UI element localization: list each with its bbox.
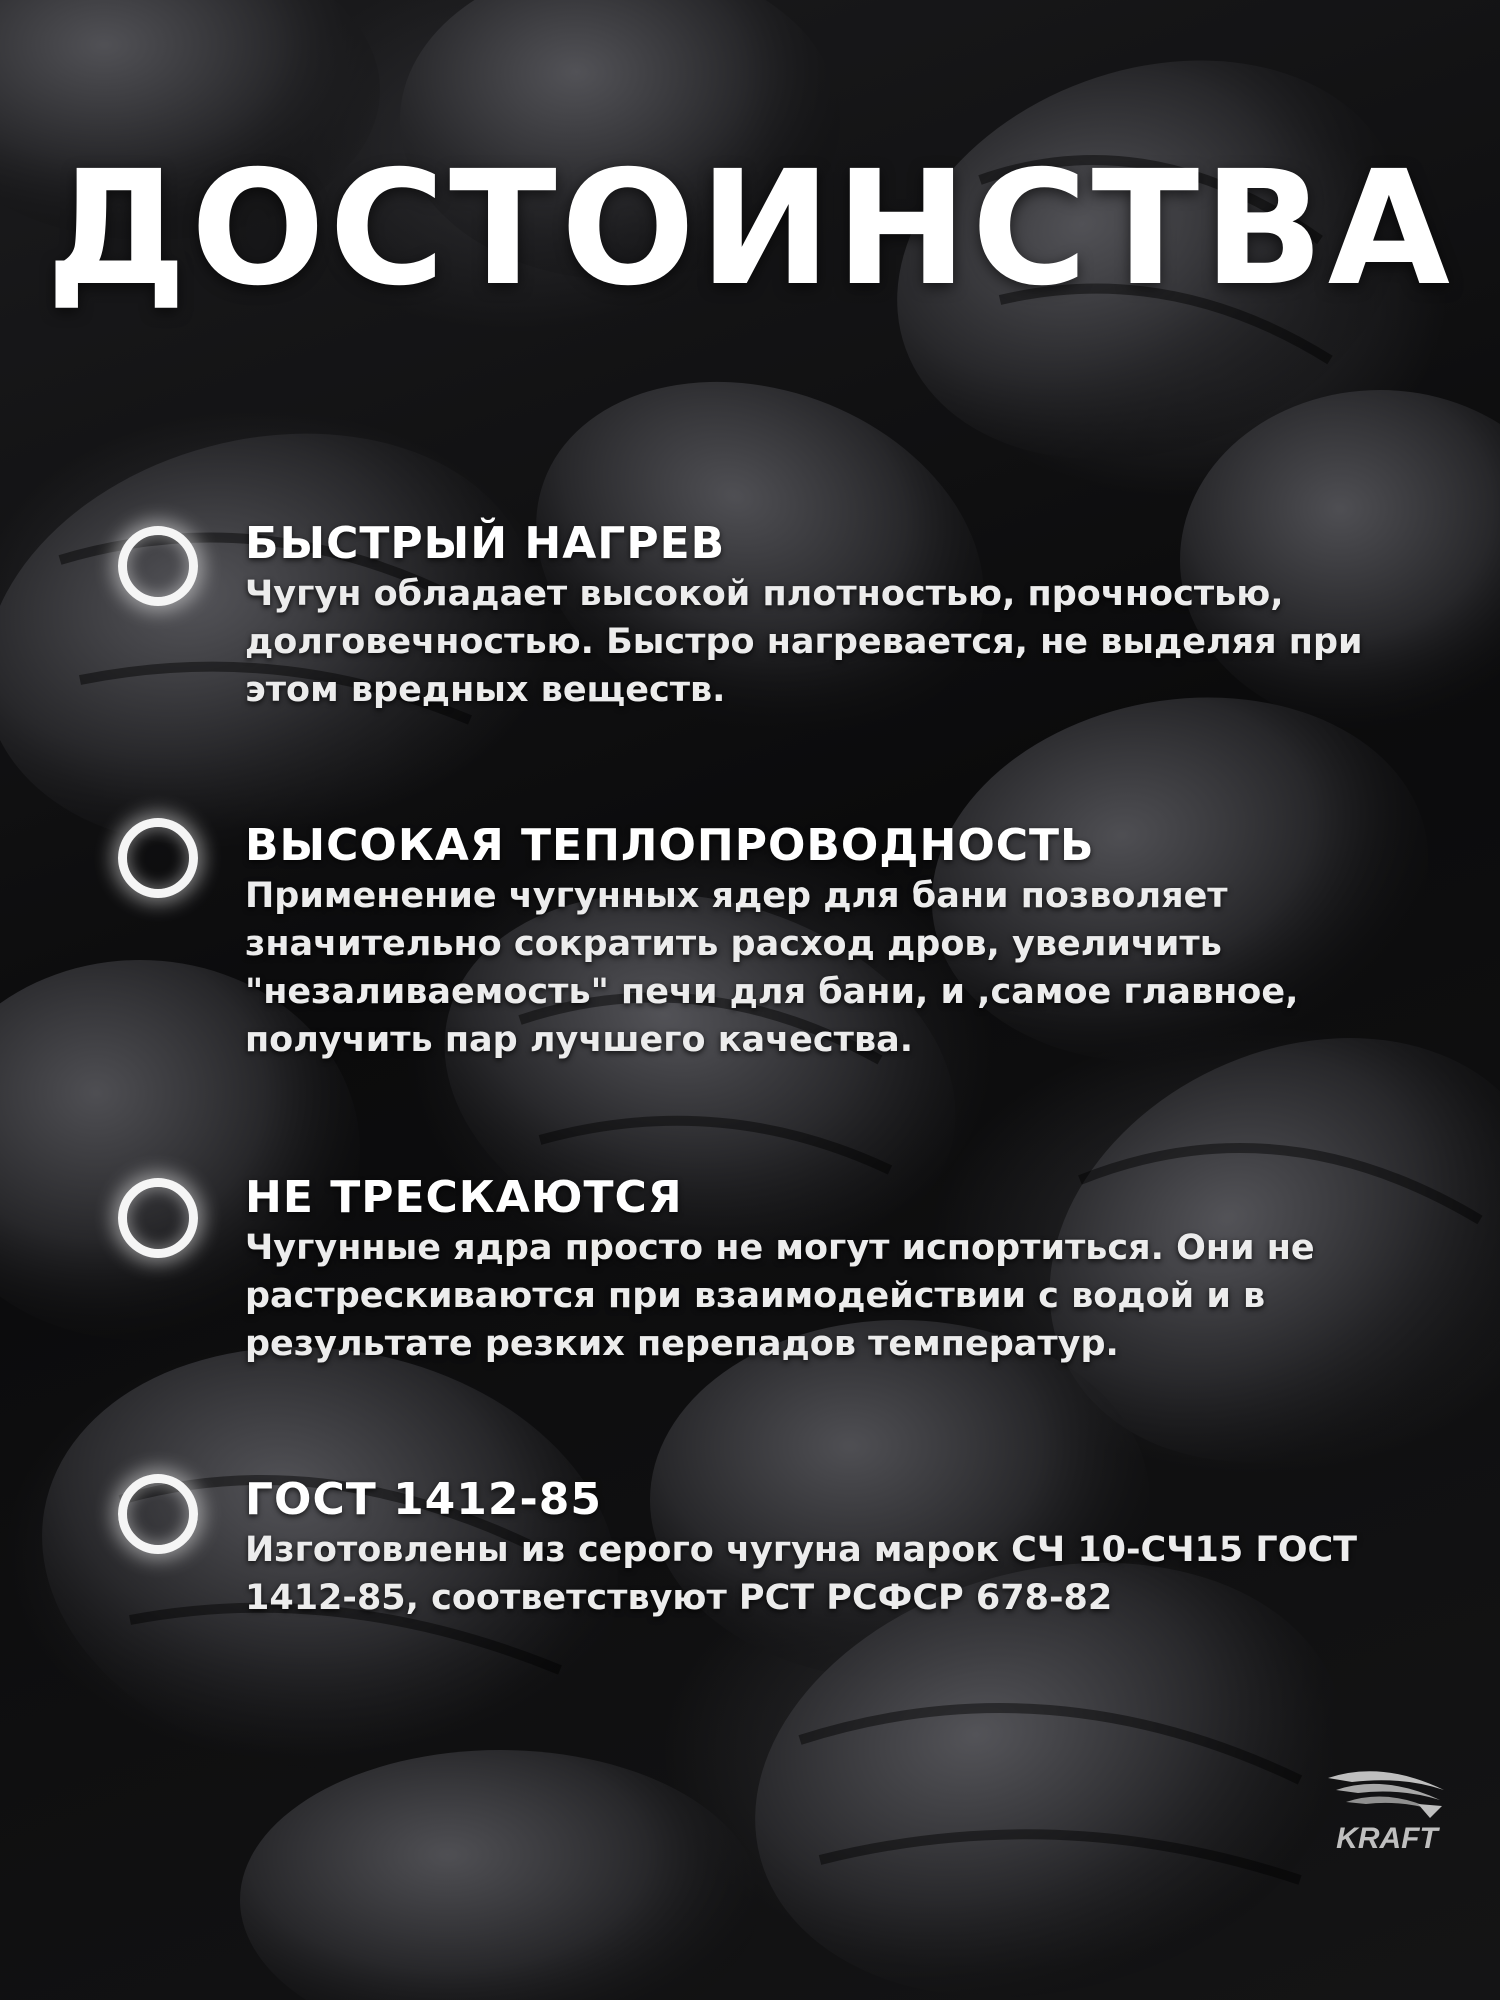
feature-text: Применение чугунных ядер для бани позволяет значительно сократить расход дров, увеличить "незаливаемость" печи для бани, и ,самое главное, получить пар лучшего качества. <box>245 876 1299 1060</box>
feature-no-cracking <box>245 1172 1415 1368</box>
feature-heading: ВЫСОКАЯ ТЕПЛОПРОВОДНОСТЬ <box>245 820 1095 871</box>
glowing-ring-icon <box>118 1474 198 1554</box>
page-title: ДОСТОИНСТВА <box>46 137 1454 321</box>
feature-text: Чугун обладает высокой плотностью, прочностью, долговечностью. Быстро нагревается, не выделяя при этом вредных веществ. <box>245 574 1363 710</box>
feature-high-conductivity <box>245 820 1415 1064</box>
glowing-ring-icon <box>118 526 198 606</box>
glowing-ring-icon <box>118 818 198 898</box>
feature-heading: БЫСТРЫЙ НАГРЕВ <box>245 518 726 569</box>
feature-text: Чугунные ядра просто не могут испортиться. Они не растрескиваются при взаимодействии с водой и в результате резких перепадов температур. <box>245 1228 1315 1364</box>
feature-heading: ГОСТ 1412-85 <box>245 1474 603 1525</box>
bird-wing-logo-icon <box>1322 1760 1452 1824</box>
feature-heading: НЕ ТРЕСКАЮТСЯ <box>245 1172 683 1223</box>
feature-gost <box>245 1474 1415 1622</box>
logo-text: KRAFT <box>1336 1822 1438 1855</box>
feature-text: Изготовлены из серого чугуна марок СЧ 10-СЧ15 ГОСТ 1412-85, соответствуют РСТ РСФСР 678-82 <box>245 1530 1358 1618</box>
feature-fast-heating <box>245 518 1415 714</box>
glowing-ring-icon <box>118 1178 198 1258</box>
kraft-logo <box>1322 1760 1452 1860</box>
